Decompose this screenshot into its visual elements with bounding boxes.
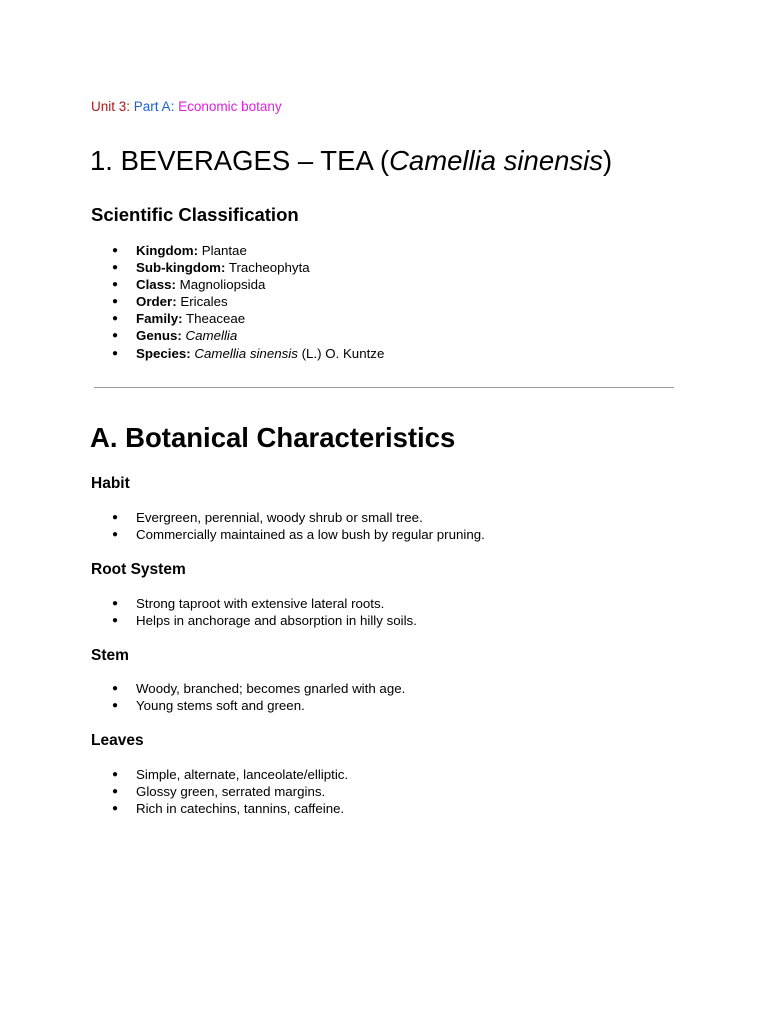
list-item-text: Strong taproot with extensive lateral roots. bbox=[136, 596, 385, 611]
list-item-text: Glossy green, serrated margins. bbox=[136, 784, 326, 800]
bullet-icon: ● bbox=[112, 803, 119, 815]
bullet-icon: ● bbox=[112, 279, 119, 291]
list-item-text: Rich in catechins, tannins, caffeine. bbox=[136, 801, 345, 817]
bullet-icon: ● bbox=[112, 700, 119, 712]
classification-label: Species: bbox=[136, 345, 191, 361]
bullet-icon: ● bbox=[112, 347, 119, 359]
list-item-text: Simple, alternate, lanceolate/elliptic. bbox=[136, 767, 349, 782]
breadcrumb-unit: Unit 3: bbox=[91, 99, 131, 114]
bullet-icon: ● bbox=[112, 262, 119, 274]
horizontal-divider bbox=[94, 387, 674, 388]
bullet-icon: ● bbox=[112, 598, 119, 609]
breadcrumb bbox=[91, 98, 282, 116]
classification-value-italic: Camellia sinensis bbox=[194, 345, 298, 361]
classification-value: Plantae bbox=[201, 243, 247, 258]
section-heading-stem: Stem bbox=[91, 647, 129, 664]
classification-value: Magnoliopsida bbox=[179, 277, 266, 293]
title-species-name: Camellia sinensis bbox=[389, 145, 604, 176]
classification-value-italic: Camellia bbox=[185, 328, 238, 344]
bullet-icon: ● bbox=[112, 296, 119, 308]
section-heading-root-system: Root System bbox=[91, 561, 186, 578]
classification-value: Ericales bbox=[180, 294, 228, 310]
list-item-text: Helps in anchorage and absorption in hilly soils. bbox=[136, 613, 417, 629]
title-suffix: ) bbox=[603, 145, 613, 176]
title-prefix: 1. BEVERAGES – TEA ( bbox=[90, 145, 390, 176]
bullet-icon: ● bbox=[112, 683, 119, 694]
classification-label: Family: bbox=[136, 311, 183, 327]
bullet-icon: ● bbox=[112, 769, 119, 780]
list-item-text: Young stems soft and green. bbox=[136, 698, 305, 714]
bullet-icon: ● bbox=[112, 529, 119, 541]
section-heading-leaves: Leaves bbox=[91, 732, 144, 749]
bullet-icon: ● bbox=[112, 313, 119, 325]
classification-heading: Scientific Classification bbox=[91, 204, 299, 225]
bullet-icon: ● bbox=[112, 615, 119, 627]
list-item-text: Commercially maintained as a low bush by regular pruning. bbox=[136, 527, 485, 543]
classification-label: Class: bbox=[136, 277, 176, 293]
page-title bbox=[90, 144, 612, 178]
breadcrumb-topic: Economic botany bbox=[178, 99, 282, 114]
classification-label: Genus: bbox=[136, 328, 182, 344]
botanical-heading: A. Botanical Characteristics bbox=[90, 422, 456, 453]
breadcrumb-part: Part A: bbox=[133, 99, 175, 114]
classification-value: Tracheophyta bbox=[228, 260, 310, 276]
classification-value: Theaceae bbox=[186, 311, 246, 327]
classification-label: Kingdom: bbox=[136, 243, 199, 258]
section-heading-habit: Habit bbox=[91, 475, 130, 492]
list-item-text: Evergreen, perennial, woody shrub or small tree. bbox=[136, 510, 423, 525]
classification-label: Order: bbox=[136, 294, 177, 310]
classification-label: Sub-kingdom: bbox=[136, 260, 226, 276]
bullet-icon: ● bbox=[112, 245, 119, 256]
list-item-text: Woody, branched; becomes gnarled with age. bbox=[136, 681, 406, 696]
bullet-icon: ● bbox=[112, 786, 119, 798]
bullet-icon: ● bbox=[112, 512, 119, 523]
classification-authority: (L.) O. Kuntze bbox=[297, 345, 385, 361]
bullet-icon: ● bbox=[112, 330, 119, 342]
